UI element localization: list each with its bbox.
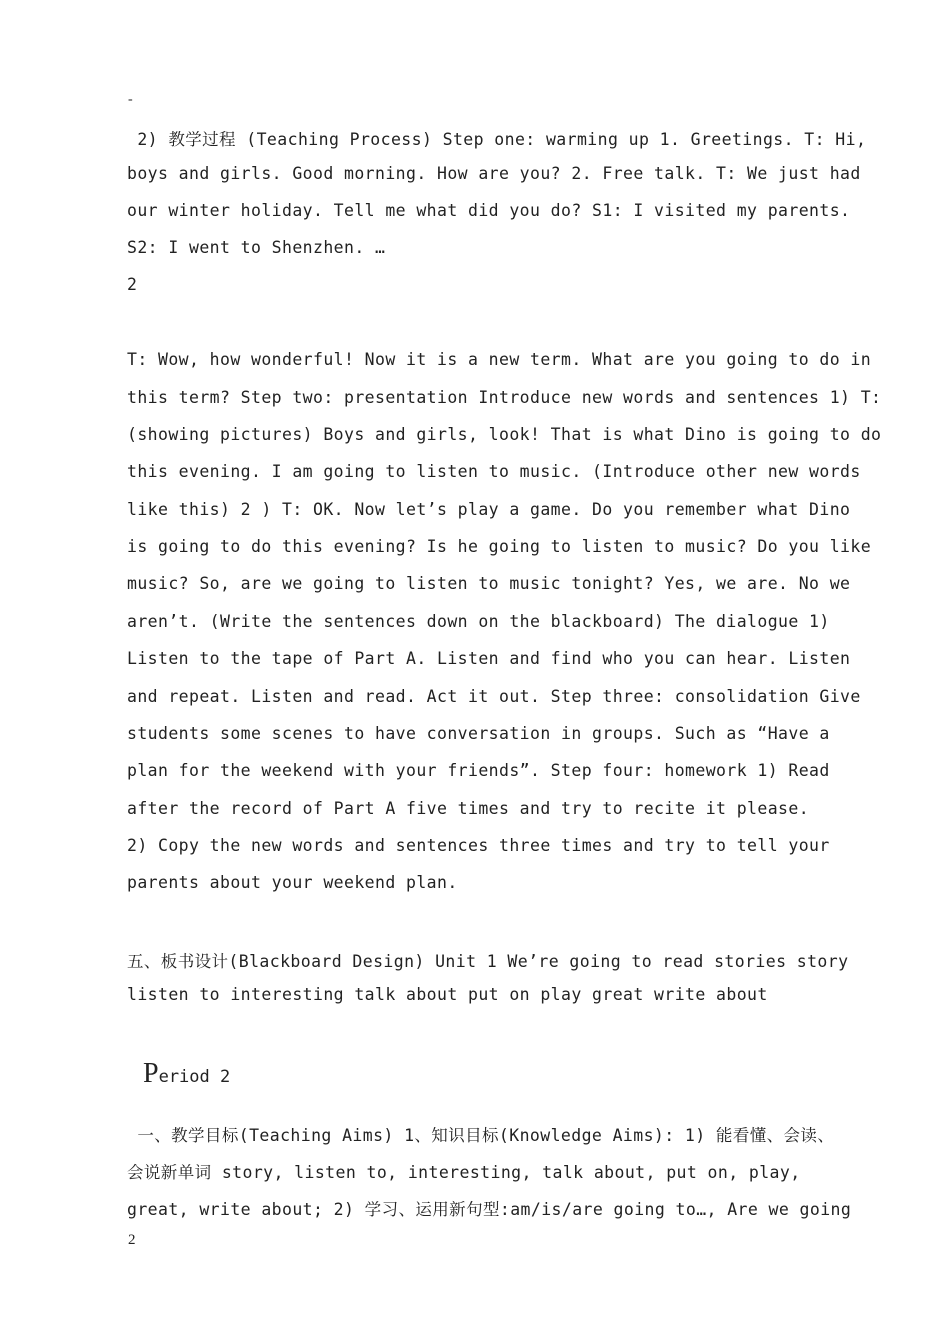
text-line: listen to interesting talk about put on play great write about (127, 985, 768, 1004)
text-line: this term? Step two: presentation Introduce new words and sentences 1) T: (127, 388, 882, 407)
text-line: great, write about; 2) 学习、运用新句型:am/is/are going to…, Are we going (127, 1200, 852, 1219)
text-line: 会说新单词 story, listen to, interesting, talk about, put on, play, (127, 1163, 801, 1182)
text-line: parents about your weekend plan. (127, 873, 458, 892)
top-dash: - (128, 92, 133, 107)
text-line: and repeat. Listen and read. Act it out. Step three: consolidation Give (127, 687, 861, 706)
text-line: 五、板书设计(Blackboard Design) Unit 1 We’re going to read stories story (127, 952, 849, 971)
text-line: this evening. I am going to listen to music. (Introduce other new words (127, 462, 861, 481)
footer-page-number: 2 (128, 1232, 136, 1248)
text-line: Listen to the tape of Part A. Listen and find who you can hear. Listen (127, 649, 851, 668)
heading-rest: eriod 2 (158, 1067, 231, 1087)
text-line: is going to do this evening? Is he going to listen to music? Do you like (127, 537, 872, 556)
text-line: 一、教学目标(Teaching Aims) 1、知识目标(Knowledge Aims): 1) 能看懂、会读、 (127, 1126, 835, 1145)
text-line: music? So, are we going to listen to music tonight? Yes, we are. No we (127, 574, 851, 593)
heading-initial: P (143, 1058, 159, 1089)
text-line: aren’t. (Write the sentences down on the blackboard) The dialogue 1) (127, 612, 830, 631)
text-line: plan for the weekend with your friends”. Step four: homework 1) Read (127, 761, 830, 780)
text-line: after the record of Part A five times and try to recite it please. (127, 799, 810, 818)
text-line: (showing pictures) Boys and girls, look! That is what Dino is going to do (127, 425, 882, 444)
inline-page-number: 2 (127, 275, 138, 294)
text-line: our winter holiday. Tell me what did you do? S1: I visited my parents. (127, 201, 851, 220)
text-line: like this) 2 ) T: OK. Now let’s play a game. Do you remember what Dino (127, 500, 851, 519)
section-heading (127, 1040, 230, 1108)
text-line: S2: I went to Shenzhen. … (127, 238, 386, 257)
text-line: 2) 教学过程 (Teaching Process) Step one: warming up 1. Greetings. T: Hi, (127, 130, 867, 149)
text-line: T: Wow, how wonderful! Now it is a new term. What are you going to do in (127, 350, 872, 369)
text-line: 2) Copy the new words and sentences three times and try to tell your (127, 836, 830, 855)
text-line: students some scenes to have conversation in groups. Such as “Have a (127, 724, 830, 743)
text-line: boys and girls. Good morning. How are you? 2. Free talk. T: We just had (127, 164, 861, 183)
